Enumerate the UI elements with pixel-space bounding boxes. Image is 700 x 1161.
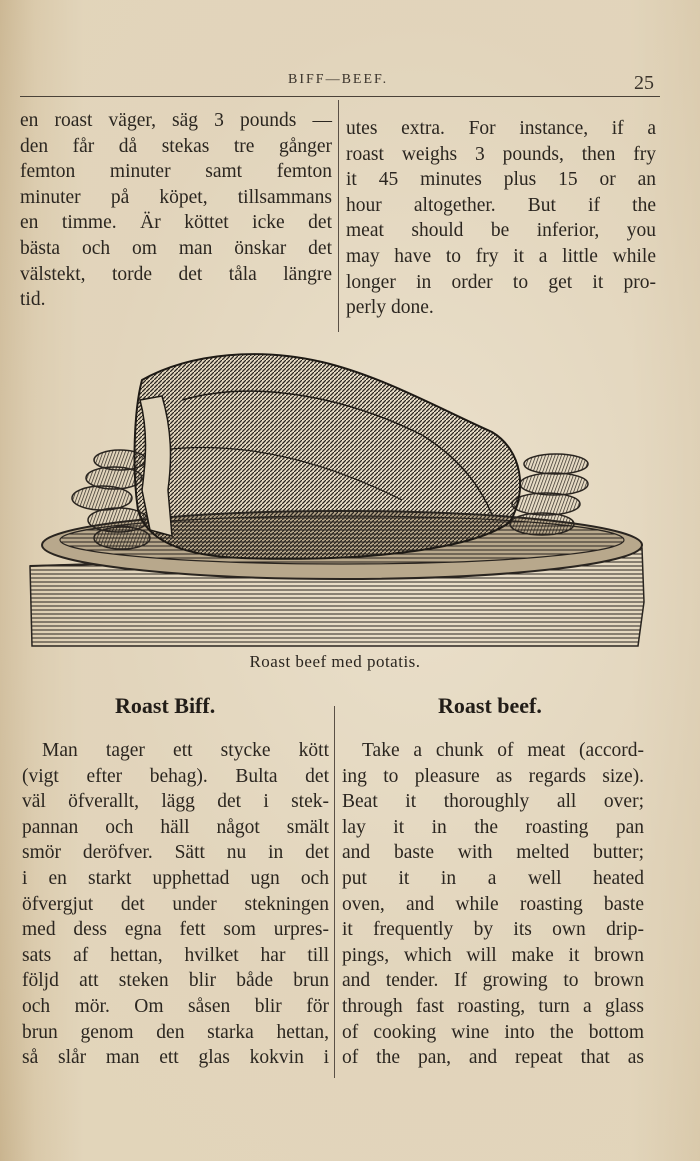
roast-beef-engraving [22, 340, 650, 652]
text-line: longer in order to get it pro- [346, 271, 656, 293]
text-line: minuter på köpet, tillsammans [20, 186, 332, 208]
text-line: hour altogether. But if the [346, 194, 656, 216]
text-line: Take a chunk of meat (accord- [362, 740, 644, 761]
text-line: oven, and while roasting baste [342, 893, 644, 915]
text-line: en timme. Är köttet icke det [20, 212, 332, 234]
running-head: BIFF—BEEF. [288, 72, 389, 87]
text-line: ing to pleasure as regards size). [342, 765, 644, 787]
text-line: and tender. If growing to brown [342, 970, 644, 992]
text-line: pings, which will make it brown [342, 944, 644, 966]
text-line: lay it in the roasting pan [342, 816, 644, 838]
column-divider [334, 706, 335, 1078]
text-line: följd att steken blir både brun [22, 970, 329, 992]
text-line: Beat it thoroughly all over; [342, 791, 644, 813]
text-line: utes extra. For instance, if a [346, 118, 656, 139]
text-line: through fast roasting, turn a glass [342, 995, 644, 1017]
text-line: och mör. Om såsen blir för [22, 995, 329, 1017]
text-line: meat should be inferior, you [346, 220, 656, 242]
text-line: den får då stekas tre gånger [20, 135, 332, 157]
text-line: en roast väger, säg 3 pounds — [20, 110, 332, 131]
text-line: of cooking wine into the bottom [342, 1021, 644, 1043]
text-line: pannan och häll något smält [22, 816, 329, 838]
figure-caption: Roast beef med potatis. [249, 652, 421, 671]
text-line: it frequently by its own drip- [342, 919, 644, 941]
recipe-swedish [22, 738, 329, 1071]
text-line: may have to fry it a little while [346, 245, 656, 267]
text-line: perly done. [346, 297, 434, 319]
text-line: put it in a well heated [342, 867, 644, 889]
text-line: (vigt efter behag). Bulta det [22, 765, 329, 787]
header-rule [20, 96, 660, 97]
text-line: Man tager ett stycke kött [42, 740, 329, 761]
text-line: välstekt, torde det tåla längre [20, 263, 332, 285]
text-line: roast weighs 3 pounds, then fry [346, 143, 656, 165]
text-line: and baste with melted butter; [342, 842, 644, 864]
heading-english: Roast beef. [438, 693, 542, 718]
text-line: i en starkt upphettad ugn och [22, 867, 329, 889]
text-line: femton minuter samt femton [20, 161, 332, 183]
text-line: it 45 minutes plus 15 or an [346, 169, 656, 191]
heading-swedish: Roast Biff. [115, 693, 216, 718]
top-left-column [20, 108, 332, 313]
text-line: brun genom den starka hettan, [22, 1021, 329, 1043]
text-line: så slår man ett glas kokvin i [22, 1047, 329, 1069]
recipe-english [342, 738, 644, 1071]
column-divider [338, 100, 339, 332]
text-line: smör deröfver. Sätt nu in det [22, 842, 329, 864]
text-line: sats af hettan, hvilket har till [22, 944, 329, 966]
text-line: öfvergjut det under stekningen [22, 893, 329, 915]
page-number: 25 [634, 72, 654, 94]
text-line: bästa och om man önskar det [20, 237, 332, 259]
top-right-column [346, 116, 656, 321]
text-line: of the pan, and repeat that as [342, 1047, 644, 1069]
text-line: väl öfverallt, lägg det i stek- [22, 791, 329, 813]
text-line: med dess egna fett som urpres- [22, 919, 329, 941]
text-line: tid. [20, 289, 46, 311]
